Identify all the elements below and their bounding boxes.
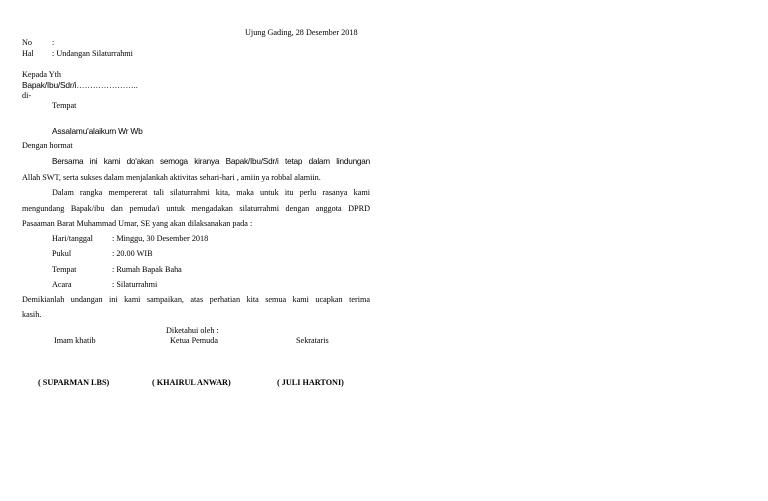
salam: Assalamu'alaikum Wr Wb	[52, 126, 143, 136]
detail-value: : Silaturrahmi	[112, 280, 158, 289]
hal-value: : Undangan Silaturrahmi	[52, 49, 133, 58]
place-date: Ujung Gading, 28 Desember 2018	[245, 28, 358, 37]
signatory-name: ( SUPARMAN LBS)	[38, 378, 110, 387]
signatory-title: Sekrataris	[296, 336, 329, 345]
closing-line-1: Demikianlah undangan ini kami sampaikan, atas perhatian kita semua kami ucapkan terima	[22, 295, 370, 304]
detail-value: : 20.00 WIB	[112, 249, 153, 258]
diketahui-oleh: Diketahui oleh :	[166, 326, 219, 335]
paragraph-2-line-2: mengundang Bapak/ibu dan pemuda/i untuk mengadakan silaturrahmi dengan anggota DPRD	[22, 204, 370, 213]
no-value: :	[52, 38, 55, 47]
signatory-name: ( KHAIRUL ANWAR)	[152, 378, 231, 387]
detail-value: : Minggu, 30 Desember 2018	[112, 234, 209, 243]
signatory-name: ( JULI HARTONI)	[277, 378, 344, 387]
tempat-line: Tempat	[52, 101, 77, 110]
closing-line-2: kasih.	[22, 310, 42, 319]
paragraph-1-line-1: Bersama ini kami do'akan semoga kiranya Bapak/Ibu/Sdr/i tetap dalam lindungan	[52, 157, 370, 166]
signatory-title: Imam khatib	[54, 336, 96, 345]
signatory-title: Ketua Pemuda	[170, 336, 218, 345]
dengan-hormat: Dengan hormat	[22, 141, 73, 150]
paragraph-2-line-1: Dalam rangka mempererat tali silaturrahmi kita, maka untuk itu perlu rasanya kami	[52, 188, 370, 197]
recipient-line: Bapak/Ibu/Sdr/i…………………..	[22, 80, 138, 90]
detail-label: Hari/tanggal	[52, 234, 93, 243]
detail-label: Acara	[52, 280, 72, 289]
no-label: No	[22, 38, 33, 47]
detail-label: Pukul	[52, 249, 72, 258]
detail-value: : Rumah Bapak Baha	[112, 265, 182, 274]
paragraph-1-line-2: Allah SWT, serta sukses dalam menjalankah aktivitas sehari-hari , amiin ya robbal alamiin.	[22, 173, 321, 182]
kepada-line: Kepada Yth	[22, 70, 62, 79]
detail-label: Tempat	[52, 265, 77, 274]
paragraph-2-line-3: Pasaaman Barat Muhammad Umar, SE yang akan dilaksanakan pada :	[22, 219, 253, 228]
di-line: di-	[22, 91, 32, 100]
hal-label: Hal	[22, 49, 34, 58]
